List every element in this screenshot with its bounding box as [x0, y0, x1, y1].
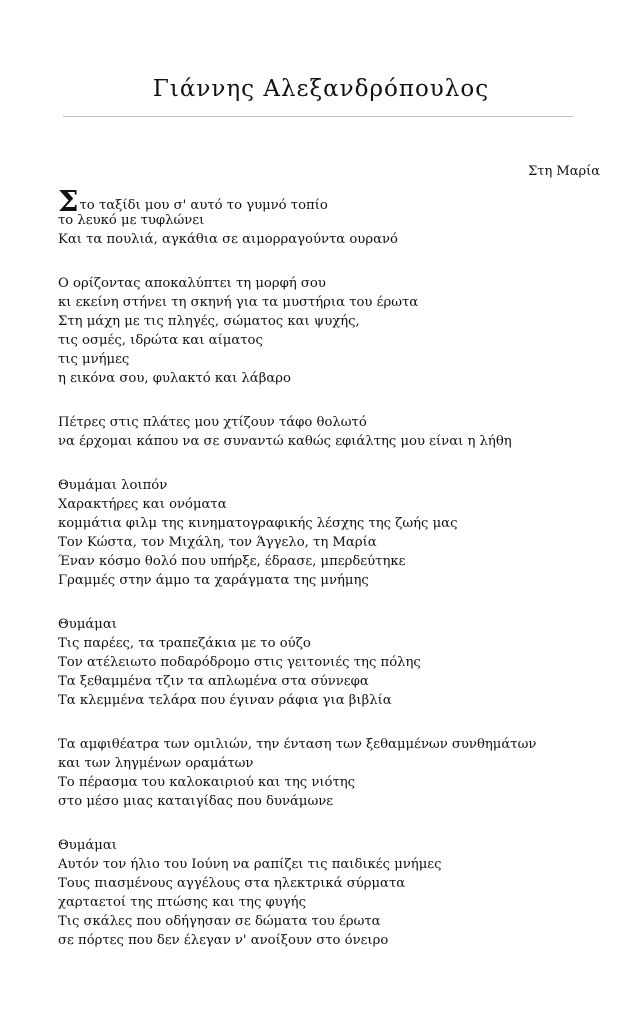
poem-line: Και τα πουλιά, αγκάθια σε αιμορραγούντα ουρανό	[58, 232, 398, 247]
poem-line: Γραμμές στην άμμο τα χαράγματα της μνήμης	[58, 573, 369, 588]
dedication: Στη Μαρία	[528, 164, 600, 179]
poem-line-text: το ταξίδι μου σ' αυτό το γυμνό τοπίο	[79, 198, 328, 213]
drop-cap: Σ	[58, 184, 79, 218]
poem-line: στο μέσο μιας καταιγίδας που δυνάμωνε	[58, 794, 334, 809]
stanza	[58, 836, 618, 950]
poem-line: Τους πιασμένους αγγέλους στα ηλεκτρικά σύρματα	[58, 876, 406, 891]
poem-line: χαρταετοί της πτώσης και της φυγής	[58, 895, 306, 910]
poem-line: και των ληγμένων οραμάτων	[58, 756, 254, 771]
poem-line: Θυμάμαι	[58, 617, 117, 632]
poem-line: Τον Κώστα, τον Μιχάλη, τον Άγγελο, τη Μαρία	[58, 535, 377, 550]
stanza	[58, 735, 618, 811]
stanza	[58, 413, 618, 451]
poem-title: Γιάννης Αλεξανδρόπουλος	[152, 76, 490, 102]
poem-line: κομμάτια φιλμ της κινηματογραφικής λέσχης της ζωής μας	[58, 516, 458, 531]
stanza	[58, 476, 618, 590]
poem-line: Θυμάμαι	[58, 838, 117, 853]
poem-line: κι εκείνη στήνει τη σκηνή για τα μυστήρια του έρωτα	[58, 295, 419, 310]
poem-line: Έναν κόσμο θολό που υπήρξε, έδρασε, μπερδεύτηκε	[58, 554, 406, 569]
poem-line: Τις παρέες, τα τραπεζάκια με το ούζο	[58, 636, 311, 651]
poem-line: Χαρακτήρες και ονόματα	[58, 497, 227, 512]
poem-line: τις μνήμες	[58, 352, 130, 367]
poem-line: το λευκό με τυφλώνει	[58, 213, 205, 228]
poem-line: Τα κλεμμένα τελάρα που έγιναν ράφια για βιβλία	[58, 693, 392, 708]
stanza	[58, 184, 618, 249]
stanza	[58, 274, 618, 388]
poem-line: Τις σκάλες που οδήγησαν σε δώματα του έρωτα	[58, 914, 381, 929]
title-divider	[63, 116, 573, 117]
poem-line: Ο ορίζοντας αποκαλύπτει τη μορφή σου	[58, 276, 326, 291]
poem-line: Θυμάμαι λοιπόν	[58, 478, 168, 493]
poem-line: Το πέρασμα του καλοκαιριού και της νιότης	[58, 775, 356, 790]
poem-line: Πέτρες στις πλάτες μου χτίζουν τάφο θολωτό	[58, 415, 367, 430]
poem-line: η εικόνα σου, φυλακτό και λάβαρο	[58, 371, 291, 386]
poem-line: Τα ξεθαμμένα τζιν τα απλωμένα στα σύννεφα	[58, 674, 369, 689]
poem-line: Τον ατέλειωτο ποδαρόδρομο στις γειτονιές της πόλης	[58, 655, 421, 670]
poem-line: να έρχομαι κάπου να σε συναντώ καθώς εφιάλτης μου είναι η λήθη	[58, 434, 512, 449]
poem-line: Αυτόν τον ήλιο του Ιούνη να ραπίζει τις παιδικές μνήμες	[58, 857, 442, 872]
poem-line: τις οσμές, ιδρώτα και αίματος	[58, 333, 263, 348]
poem-line: σε πόρτες που δεν έλεγαν ν' ανοίξουν στο όνειρο	[58, 933, 389, 948]
poem-line: Στη μάχη με τις πληγές, σώματος και ψυχής,	[58, 314, 360, 329]
poem-body	[58, 184, 618, 975]
poem-line: Τα αμφιθέατρα των ομιλιών, την ένταση των ξεθαμμένων συνθημάτων	[58, 737, 537, 752]
poem-line	[58, 184, 618, 218]
stanza	[58, 615, 618, 710]
